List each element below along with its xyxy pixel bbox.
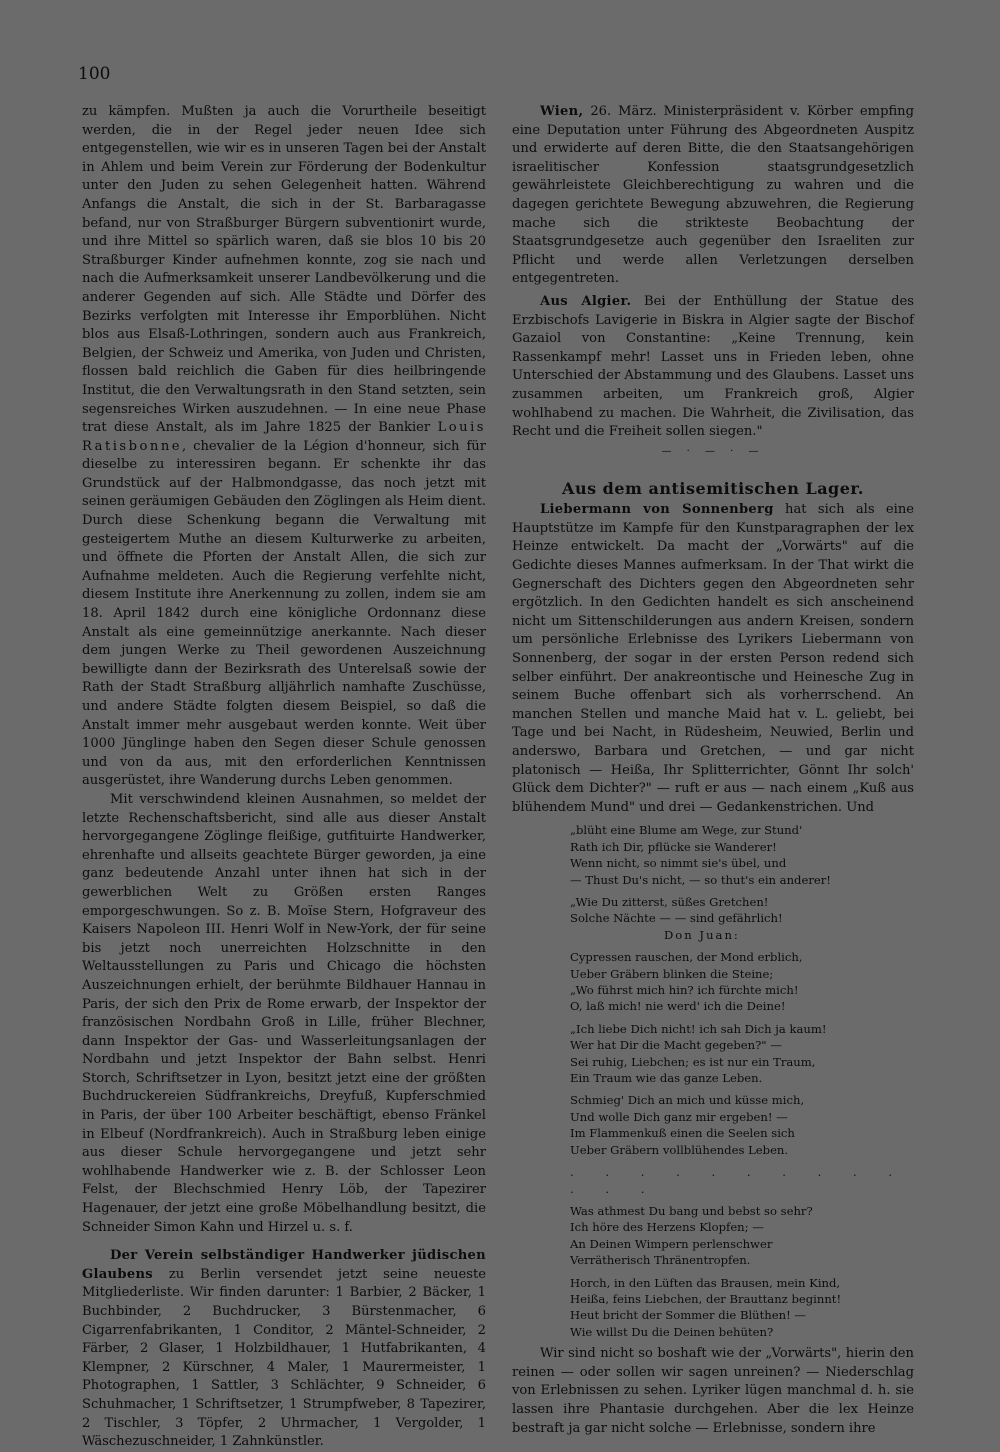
poem-line: Ein Traum wie das ganze Leben. [570, 1071, 763, 1086]
poem-line: Wenn nicht, so nimmt sie's übel, und [570, 856, 787, 871]
wien-heading: Wien, [540, 104, 584, 119]
section-title: Aus dem antisemitischen Lager. [562, 478, 864, 498]
poem-stanza-5 [570, 1092, 914, 1158]
paragraph-text-continued: , chevalier de la Légion d'honneur, sich für dieselbe zu interessiren begann. Er schenkte ihr das Grundstück auf der Halbmondgasse, das noch jetzt mit seinen geräumigen Gebäuden den Zöglingen als Heim dient. Durch diese Schenkung begann die Verwaltung mit gesteigertem Muthe an diesem Kulturwerke zu arbeiten, und öffnete die Pforten der Anstalt Allen, die sich zur Aufnahme meldeten. Auch die Regierung verfehlte nicht, diesem Institute ihre Anerkennung zu zollen, indem sie am 18. April 1842 durch eine königliche Ordonnanz diese Anstalt als eine gemeinnützige anerkannte. Nach dieser dem jungen Werke zu Theil gewordenen Auszeichnung bewilligte dann der Bezirksrath des Unterelsaß sowie der Rath der Stadt Straßburg alljährlich namhafte Zuschüsse, und andere Städte folgten diesem Beispiel, so daß die Anstalt immer mehr ausgebaut werden konnte. Weit über 1000 Jünglinge haben den Segen dieser Schule genossen und von da aus, mit den erforderlichen Kenntnissen ausgerüstet, ihre Wanderung durchs Leben genommen. [82, 438, 486, 789]
poem-line: Sei ruhig, Liebchen; es ist nur ein Traum, [570, 1054, 816, 1069]
liebermann-text: hat sich als eine Hauptstütze im Kampfe für den Kunstparagraphen der lex Heinze entwickelt. Da macht der „Vorwärts" auf die Gedichte dieses Mannes aufmerksam. In der That wirkt die Gegnerschaft des Dichters gegen den Abgeordneten sehr ergötzlich. In den Gedichten handelt es sich anscheinend nicht um Sittenschilderungen aus andern Kreisen, sondern um persönliche Erlebnisse des Lyrikers Liebermann von Sonnenberg, der sogar in der ersten Person redend sich selber einführt. Der anakreontische und Heinesche Zug in seinem Buche offenbart sich als vorherrschend. An manchen Stellen und manche Maid hat v. L. geliebt, bei Tage und bei Nacht, in Rüdesheim, Neuwied, Berlin und anderswo, Barbara und Gretchen, — und gar nicht platonisch — Heißa, Ihr Splitterrichter, Gönnt Ihr solch' Glück dem Dichter?" — ruft er aus — nach einem „Kuß aus blühendem Mund" und drei — Gedankenstrichen. Und [512, 502, 915, 815]
poem-line: Rath ich Dir, pflücke sie Wanderer! [570, 839, 777, 854]
divider-ornament: — · — · — [661, 445, 765, 457]
paragraph-closing: Wir sind nicht so boshaft wie der „Vorwärts", hierin den reinen — oder sollen wir sagen unreinen? — Niederschlag von Erlebnissen zu sehen. Lyriker lügen manchmal d. h. sie lassen ihre Phantasie durchgehen. Aber die lex Heinze bestraft ja gar nicht solche — Erlebnisse, sondern ihre [512, 1346, 914, 1436]
right-column [512, 103, 914, 1438]
person-name: Louis Ratisbonne [82, 420, 486, 454]
poem-stanza-2 [570, 894, 914, 943]
liebermann-heading: Liebermann von Sonnenberg [540, 502, 774, 518]
paragraph-text: zu kämpfen. Mußten ja auch die Vorurtheile beseitigt werden, die in der Regel jeder neuen Idee sich entgegenstellen, wie wir es in unseren Tagen bei der Anstalt in Ahlem und beim Verein zur Förderung der Bodenkultur unter den Juden zu sehen Gelegenheit hatten. Während Anfangs die Anstalt, die sich in der St. Barbaragasse befand, nur von Straßburger Bürgern subventionirt wurde, und ihre Mittel so spärlich waren, daß sie blos 10 bis 20 Straßburger Kinder aufnehmen konnte, zog sie nach und nach die Aufmerksamkeit unserer Landbevölkerung und die anderer Gegenden auf sich. Alle Städte und Dörfer des Bezirks verfolgten mit Interesse ihr Emporblühen. Nicht blos aus Elsaß-Lothringen, sondern auch aus Frankreich, Belgien, der Schweiz und Amerika, von Juden und Christen, flossen bald reichlich die Gaben für dies heilbringende Institut, die den Verwaltungsrath in den Stand setzten, sein segensreiches Wirken auszudehnen. — In eine neue Phase trat diese Anstalt, als im Jahre 1825 der Bankier [82, 104, 486, 436]
paragraph-wien [512, 103, 914, 289]
poem-line: „blüht eine Blume am Wege, zur Stund' [570, 823, 803, 838]
paragraph-liebermann [512, 501, 914, 817]
paragraph-verein [82, 1247, 486, 1452]
paragraph-algier [512, 293, 914, 442]
algier-heading: Aus Algier. [540, 293, 632, 309]
poem-line: Wie willst Du die Deinen behüten? [570, 1324, 774, 1339]
poem-stanza-4 [570, 1021, 914, 1087]
poem-line: Cypressen rauschen, der Mond erblich, [570, 950, 803, 965]
verein-text: zu Berlin versendet jetzt seine neueste Mitgliederliste. Wir finden darunter: 1 Barbier, 2 Bäcker, 1 Buchbinder, 2 Buchdrucker, 3 Bürstenmacher, 6 Cigarrenfabrikanten, 1 Conditor, 2 Mäntel-Schneider, 2 Färber, 2 Glaser, 1 Holzbildhauer, 1 Hutfabrikanten, 4 Klempner, 2 Kürschner, 4 Maler, 1 Maurermeister, 1 Photographen, 1 Sattler, 3 Schlächter, 9 Schneider, 6 Schuhmacher, 1 Schriftsetzer, 1 Strumpfweber, 8 Tapezirer, 2 Tischler, 3 Töpfer, 2 Uhrmacher, 1 Vergolder, 1 Wäschezuschneider, 1 Zahnkünstler. [82, 1266, 486, 1450]
poem-line: Schmieg' Dich an mich und küsse mich, [570, 1093, 805, 1108]
poem-line: O, laß mich! nie werd' ich die Deine! [570, 999, 786, 1014]
poem-stanza-1 [570, 822, 914, 888]
poem-line: Ueber Gräbern blinken die Steine; [570, 966, 774, 981]
verein-heading: Der Verein selbständiger Handwerker jüdischen Glaubens [82, 1248, 486, 1282]
left-column [82, 103, 486, 1452]
poem-line: „Ich liebe Dich nicht! ich sah Dich ja kaum! [570, 1021, 827, 1036]
poem-line: „Wie Du zitterst, süßes Gretchen! [570, 895, 769, 909]
poem-speaker: Don Juan: [664, 927, 740, 942]
poem-line: „Wo führst mich hin? ich fürchte mich! [570, 983, 799, 998]
poem-stanza-7 [570, 1275, 914, 1341]
poem-line: Solche Nächte — — sind gefährlich! [570, 911, 783, 926]
algier-text: Bei der Enthüllung der Statue des Erzbischofs Lavigerie in Biskra in Algier sagte der Bischof Gazaiol von Constantine: „Keine Trennung, kein Rassenkampf mehr! Lasset uns in Frieden leben, ohne Unterschied der Abstammung und des Glaubens. Lasset uns zusammen arbeiten, um Frankreich groß, Algier wohlhabend zu machen. Die Wahrheit, die Zivilisation, das Recht und die Freiheit sollen siegen." [512, 293, 914, 440]
page-number: 100 [78, 64, 111, 84]
poem-line: Was athmest Du bang und bebst so sehr? [570, 1203, 813, 1218]
poem-line: Ich höre des Herzens Klopfen; — [570, 1220, 764, 1235]
paragraph-ahlem [82, 103, 486, 791]
poem-line: Verrätherisch Thränentropfen. [570, 1253, 751, 1268]
poem-line: Und wolle Dich ganz mir ergeben! — [570, 1109, 788, 1124]
poem-line: An Deinen Wimpern perlenschwer [570, 1236, 773, 1251]
wien-text: 26. März. Ministerpräsident v. Körber empfing eine Deputation unter Führung des Abgeordneten Auspitz und erwiderte auf deren Bitte, die den Staatsangehörigen israelitischer Konfession staatsgrundgesetzlich gewährleistete Gleichberechtigung zu wahren und die dagegen gerichtete Bewegung abzuwehren, die Regierung mache sich die strikteste Beobachtung der Staatsgrundgesetze auch gegenüber den Israeliten zur Pflicht und werde allen Verletzungen derselben entgegentreten. [512, 104, 914, 287]
poem [570, 822, 914, 1340]
paragraph-graduates: Mit verschwindend kleinen Ausnahmen, so meldet der letzte Rechenschaftsbericht, sind alle aus dieser Anstalt hervorgegangene Zöglinge fleißige, gutfituirte Handwerker, ehrenhafte und allseits geachtete Bürger geworden, ja eine ganz bedeutende Anzahl unter ihnen hat sich in der gewerblichen Welt zu Größen ersten Ranges emporgeschwungen. So z. B. Moïse Stern, Hofgraveur des Kaisers Napoleon III. Henri Wolf in New-York, der für seine bis jetzt noch unerreichten Holzschnitte in den Weltausstellungen zu Paris und Chicago die höchsten Auszeichnungen erhielt, der berühmte Bildhauer Hannau in Paris, der sich den Prix de Rome erwarb, der Inspektor der französischen Nordbahn Groß in Lille, früher Blechner, dann Inspektor der Gas- und Wasserleitungsanlagen der Nordbahn und jetzt Inspektor der Bahn selbst. Henri Storch, Schriftsetzer in Lyon, besitzt jetzt eine der größten Buchdruckereien Südfrankreichs, Dreyfuß, Kupferschmied in Paris, der über 100 Arbeiter beschäftigt, ebenso Fränkel in Elbeuf (Nordfrankreich). Auch in Straßburg leben einige aus dieser Schule hervorgegangene und jetzt sehr wohlhabende Handwerker wie z. B. der Schlosser Leon Felst, der Blechschmied Henry Löb, der Tapezirer Hagenauer, der jetzt eine große Möbelhandlung besitzt, die Schneider Simon Kahn und Hirzel u. s. f. [82, 791, 486, 1235]
poem-ellipsis: . . . . . . . . . . . . . [570, 1165, 907, 1196]
poem-stanza-6 [570, 1203, 914, 1269]
poem-line: — Thust Du's nicht, — so thut's ein anderer! [570, 872, 831, 887]
poem-line: Horch, in den Lüften das Brausen, mein Kind, [570, 1275, 841, 1290]
poem-line: Ueber Gräbern vollblühendes Leben. [570, 1142, 789, 1157]
poem-line: Heut bricht der Sommer die Blüthen! — [570, 1308, 807, 1323]
poem-line: Im Flammenkuß einen die Seelen sich [570, 1126, 795, 1141]
poem-stanza-3 [570, 949, 914, 1015]
poem-line: Wer hat Dir die Macht gegeben?" — [570, 1038, 782, 1053]
poem-line: Heißa, feins Liebchen, der Brauttanz beginnt! [570, 1291, 842, 1306]
